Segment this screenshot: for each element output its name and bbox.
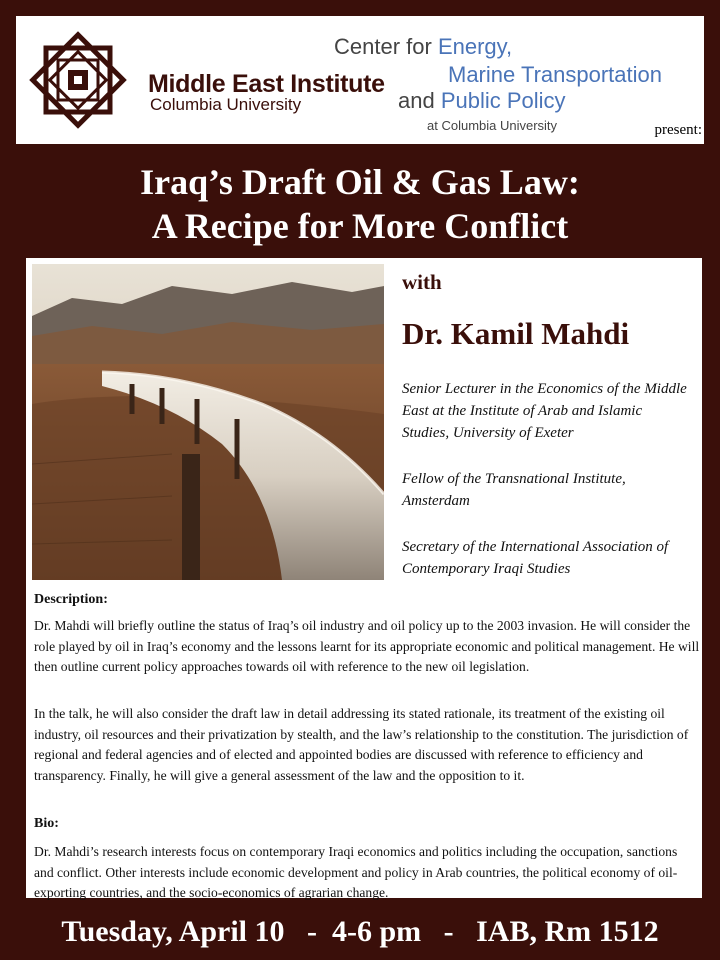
event-title	[0, 160, 720, 248]
present-label: present:	[654, 122, 702, 138]
center-line-2: Marine Transportation	[448, 62, 662, 87]
speaker-name: Dr. Kamil Mahdi	[402, 316, 630, 351]
center-line-3: and Public Policy	[398, 88, 566, 113]
event-details: Tuesday, April 10 - 4-6 pm - IAB, Rm 1512	[61, 915, 659, 948]
description-paragraph: Dr. Mahdi will briefly outline the status of Iraq’s oil industry and oil policy up to the 2003 invasion. He will consider the role played by oil in Iraq’s economy and the lessons learnt for its appropriate economic and political management. He will then outline current policy approaches towards oil with reference to the new oil legislation.	[34, 618, 700, 674]
title-line-2: A Recipe for More Conflict	[151, 206, 569, 246]
title-line-1: Iraq’s Draft Oil & Gas Law:	[140, 162, 580, 202]
with-label: with	[402, 270, 442, 294]
bio-label: Bio:	[34, 816, 59, 831]
center-line-4: at Columbia University	[427, 118, 558, 133]
content-panel	[26, 258, 702, 898]
center-line-1: Center for Energy,	[334, 34, 513, 59]
bio-paragraph: Dr. Mahdi’s research interests focus on contemporary Iraqi economics and politics including the occupation, sanctions and conflict. Other interests include economic development and policy in Arab countries, the political economy of oil-exporting countries, and the socio-economics of agrarian change.	[34, 844, 678, 900]
pipeline-photo	[32, 264, 384, 580]
institute-university: Columbia University	[150, 95, 302, 114]
middle-east-institute-logo-icon	[24, 26, 132, 134]
speaker-affiliation: Senior Lecturer in the Economics of the Middle East at the Institute of Arab and Islamic Studies, University of Exeter	[402, 381, 687, 441]
institute-name: Middle East Institute	[148, 70, 385, 98]
speaker-affiliation: Secretary of the International Association of Contemporary Iraqi Studies	[402, 539, 669, 577]
header-banner	[16, 16, 704, 144]
description-label: Description:	[34, 592, 108, 607]
speaker-affiliation: Fellow of the Transnational Institute, Amsterdam	[402, 471, 626, 509]
description-paragraph: In the talk, he will also consider the draft law in detail addressing its stated rationale, its treatment of the existing oil industry, oil resources and their privatization by stealth, and the law’s relationship to the constitution. The jurisdiction of regional and federal agencies and of elected and appointed bodies are discussed with reference to efficiency and transparency. Finally, he will give a general assessment of the law and the opposition to it.	[34, 706, 689, 783]
